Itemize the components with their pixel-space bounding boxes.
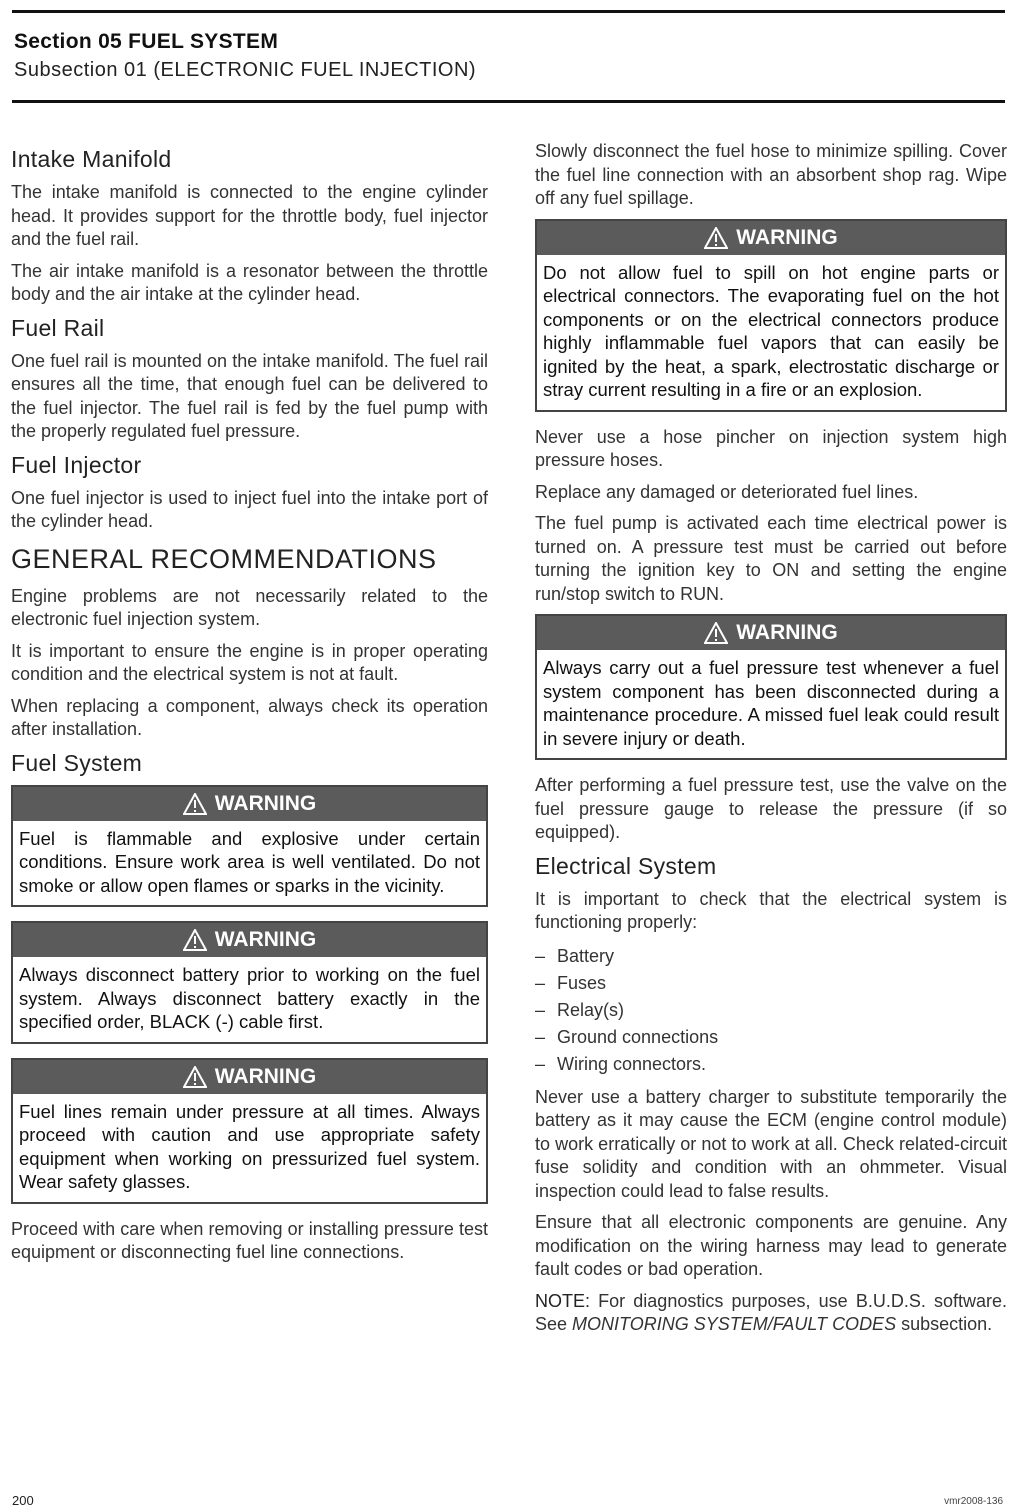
paragraph: Proceed with care when removing or installing pressure test equipment or disconnecting fuel line connections. [11,1218,488,1262]
page-number: 200 [12,1493,34,1508]
warning-text: Always carry out a fuel pressure test whenever a fuel system component has been disconnected during a maintenance procedure. A missed fuel leak could result in severe injury or death. [543,657,999,749]
warning-text: Fuel lines remain under pressure at all times. Always proceed with caution and use appropriate safety equipment when working on pressurized fuel system. Wear safety glasses. [19,1100,480,1192]
warning-label: WARNING [736,225,838,249]
warning-header [13,787,486,821]
warning-box [11,785,488,908]
heading-fuel-system: Fuel System [11,749,143,776]
warning-header [13,923,486,957]
heading-general-recommendations: GENERAL RECOMMENDATIONS [11,543,437,574]
list-item: – Fuses [535,970,1007,997]
paragraph: The air intake manifold is a resonator between the throttle body and the air intake at the cylinder head. [11,260,488,304]
heading-electrical-system: Electrical System [535,852,717,879]
paragraph: Engine problems are not necessarily related to the electronic fuel injection system. [11,585,488,629]
warning-box [11,1058,488,1204]
heading-fuel-rail: Fuel Rail [11,314,105,341]
header-rule-top [12,10,1005,13]
paragraph: Never use a hose pincher on injection system high pressure hoses. [535,426,1007,470]
warning-box [11,921,488,1044]
right-column [535,140,1007,1345]
warning-header [537,616,1005,650]
warning-text: Always disconnect battery prior to working on the fuel system. Always disconnect battery exactly in the specified order, BLACK (-) cable first. [19,964,480,1032]
paragraph: Replace any damaged or deteriorated fuel lines. [535,481,919,502]
list-item: – Wiring connectors. [535,1051,1007,1078]
subsection-title: Subsection 01 (ELECTRONIC FUEL INJECTION) [14,59,477,81]
paragraph: After performing a fuel pressure test, use the valve on the fuel pressure gauge to release the pressure (if so equipped). [535,775,1007,842]
warning-header [537,221,1005,255]
warning-box [535,219,1007,412]
warning-triangle-icon [183,793,207,815]
paragraph: The fuel pump is activated each time electrical power is turned on. A pressure test must be carried out before turning the ignition key to ON and setting the engine run/stop switch to RUN. [535,513,1007,604]
note-paragraph [535,1290,1007,1337]
document-code: vmr2008-136 [944,1496,1003,1507]
warning-triangle-icon [183,929,207,951]
heading-intake-manifold: Intake Manifold [11,146,172,172]
warning-label: WARNING [214,928,317,951]
check-list [535,943,1007,1078]
warning-text: Do not allow fuel to spill on hot engine parts or electrical connectors. The evaporating fuel on the hot components or on the electrical connectors produce highly inflammable fuel vapors that can easily be ignited by the heat, a spark, electrostatic discharge or stray current resulting in a fire or an explosion. [543,261,999,400]
warning-box [535,614,1007,760]
list-item: – Battery [535,943,1007,970]
warning-triangle-icon [183,1066,207,1088]
note-reference: MONITORING SYSTEM/FAULT CODES [572,1314,897,1334]
warning-header [13,1060,486,1094]
paragraph: When replacing a component, always check its operation after installation. [11,695,488,739]
warning-triangle-icon [704,227,728,249]
warning-text: Fuel is flammable and explosive under certain conditions. Ensure work area is well ventilated. Do not smoke or allow open flames or sparks in the vicinity. [19,827,480,896]
warning-label: WARNING [214,1064,317,1088]
section-title: Section 05 FUEL SYSTEM [14,30,279,53]
paragraph: One fuel rail is mounted on the intake manifold. The fuel rail ensures all the time, that enough fuel can be delivered to the fuel injector. The fuel rail is fed by the fuel pump with the properly regulated fuel pressure. [11,350,488,441]
paragraph: It is important to check that the electrical system is functioning properly: [535,888,1007,932]
paragraph: Slowly disconnect the fuel hose to minimize spilling. Cover the fuel line connection with an absorbent shop rag. Wipe off any fuel spillage. [535,141,1007,208]
paragraph: The intake manifold is connected to the engine cylinder head. It provides support for the throttle body, fuel injector and the fuel rail. [11,182,488,249]
heading-fuel-injector: Fuel Injector [11,451,142,478]
paragraph: Ensure that all electronic components are genuine. Any modification on the wiring harness may lead to generate fault codes or bad operation. [535,1212,1007,1279]
paragraph: Never use a battery charger to substitute temporarily the battery as it may cause the ECM (engine control module) to work erratically or not to work at all. Check related-circuit fuse solidity and condition with an ohmmeter. Visual inspection could lead to false results. [535,1086,1007,1201]
note-text: subsection. [901,1314,993,1334]
paragraph: One fuel injector is used to inject fuel into the intake port of the cylinder head. [11,487,488,531]
warning-label: WARNING [214,791,317,815]
warning-triangle-icon [704,622,728,644]
note-text: For diagnostics purposes, use B.U.D.S. software. See [535,1290,1007,1334]
list-item: – Ground connections [535,1024,1007,1051]
list-item: – Relay(s) [535,997,1007,1024]
left-column [11,140,488,1273]
header-rule-bottom [12,100,1005,103]
note-label: NOTE: [535,1290,591,1311]
warning-label: WARNING [736,621,838,644]
paragraph: It is important to ensure the engine is in proper operating condition and the electrical system is not at fault. [11,640,488,684]
